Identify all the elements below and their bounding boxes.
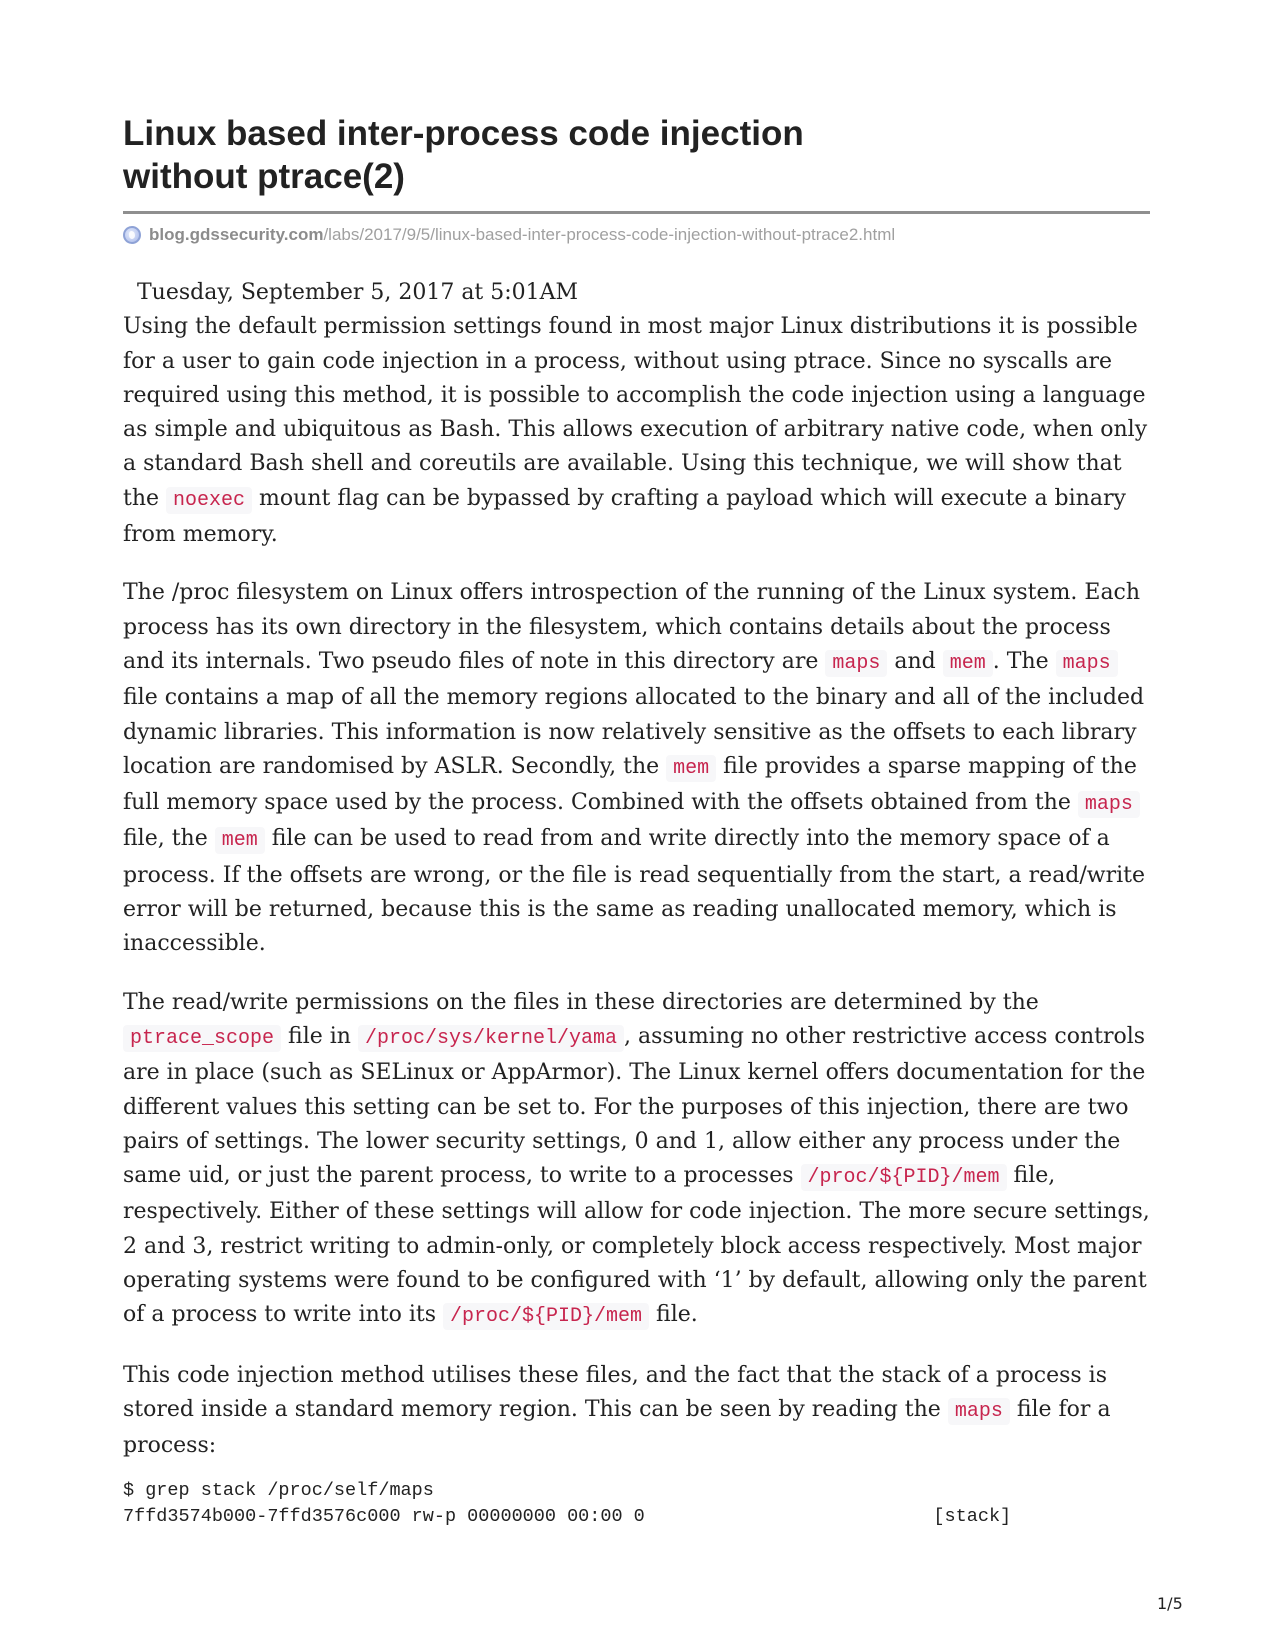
text: The read/write permissions on the files in these directories are determined by the <box>123 989 1039 1015</box>
text: mount flag can be bypassed by crafting a payload which will execute a binary from memory. <box>123 485 1126 548</box>
text: file in <box>281 1023 358 1049</box>
text: , assuming no other restrictive access controls are in place (such as SELinux or AppArmor). The Linux kernel offers documentation for the different values this setting can be set to. For the purposes of this injection, there are two pairs of settings. The lower security settings, 0 and 1, allow either any process under the same uid, or just the parent process, to write to a processes <box>123 1023 1146 1189</box>
text: The /proc filesystem on Linux offers introspection of the running of the Linux system. Each process has its own directory in the filesystem, which contains details about the process and its internals. Two pseudo files of note in this directory are <box>123 580 1141 674</box>
source-url[interactable] <box>123 224 1153 246</box>
article <box>123 112 1153 1530</box>
text: file. <box>649 1302 698 1328</box>
inline-code: /proc/${PID}/mem <box>443 1303 649 1330</box>
text: file provides a sparse mapping of the full memory space used by the process. Combined with the offsets obtained from the <box>123 753 1137 816</box>
text: This code injection method utilises these files, and the fact that the stack of a process is stored inside a standard memory region. This can be seen by reading the <box>123 1362 1107 1422</box>
inline-code: ptrace_scope <box>123 1025 281 1052</box>
text: and <box>887 648 943 674</box>
post-date: Tuesday, September 5, 2017 at 5:01AM <box>137 280 579 305</box>
inline-code: mem <box>943 650 993 677</box>
source-path[interactable]: /labs/2017/9/5/linux-based-inter-process-code-injection-without-ptrace2.html <box>323 225 896 244</box>
text: Using the default permission settings found in most major Linux distributions it is possible for a user to gain code injection in a process, without using ptrace. Since no syscalls are required using this method, it is possible to accomplish the code injection using a language as simple and ubiquitous as Bash. This allows execution of arbitrary native code, when only a standard Bash shell and coreutils are available. Using this technique, we will show that the <box>123 314 1148 511</box>
source-domain[interactable]: blog.gdssecurity.com <box>149 225 324 244</box>
inline-code: maps <box>1078 791 1140 818</box>
paragraph-method <box>123 1359 1153 1464</box>
inline-code: mem <box>215 827 265 854</box>
paragraph-permissions <box>123 986 1153 1335</box>
globe-icon <box>123 226 141 244</box>
text: file contains a map of all the memory regions allocated to the binary and all of the included dynamic libraries. This information is now relatively sensitive as the offsets to each library location are randomised by ASLR. Secondly, the <box>123 685 1145 779</box>
inline-code: noexec <box>166 487 252 514</box>
page-number: 1/5 <box>1157 1594 1183 1613</box>
inline-code: maps <box>1056 650 1118 677</box>
inline-code: /proc/sys/kernel/yama <box>358 1025 624 1052</box>
code-line: 7ffd3574b000-7ffd3576c000 rw-p 00000000 00:00 0 [stack] <box>123 1505 1012 1527</box>
inline-code: mem <box>666 755 716 782</box>
text: file, the <box>123 826 215 852</box>
paragraph-intro <box>123 310 1153 552</box>
text: . The <box>992 648 1056 674</box>
paragraph-proc <box>123 576 1153 961</box>
code-block <box>123 1478 1153 1530</box>
text: file can be used to read from and write directly into the memory space of a process. If the offsets are wrong, or the file is read sequentially from the start, a read/write error will be returned, because this is the same as reading unallocated memory, which is inaccessible. <box>123 826 1146 957</box>
code-line: $ grep stack /proc/self/maps <box>123 1479 434 1501</box>
inline-code: /proc/${PID}/mem <box>801 1164 1007 1191</box>
article-title: Linux based inter-process code injection without ptrace(2) <box>123 114 804 196</box>
inline-code: maps <box>948 1398 1010 1425</box>
text: file, respectively. Either of these settings will allow for code injection. The more secure settings, 2 and 3, restrict writing to admin-only, or completely block access respectively. Most major operating systems were found to be configured with ‘1’ by default, allowing only the parent of a process to write into its <box>123 1163 1150 1328</box>
inline-code: maps <box>825 650 887 677</box>
text: file for a process: <box>123 1396 1111 1459</box>
title-divider <box>123 211 1150 214</box>
article-body <box>123 276 1153 1530</box>
